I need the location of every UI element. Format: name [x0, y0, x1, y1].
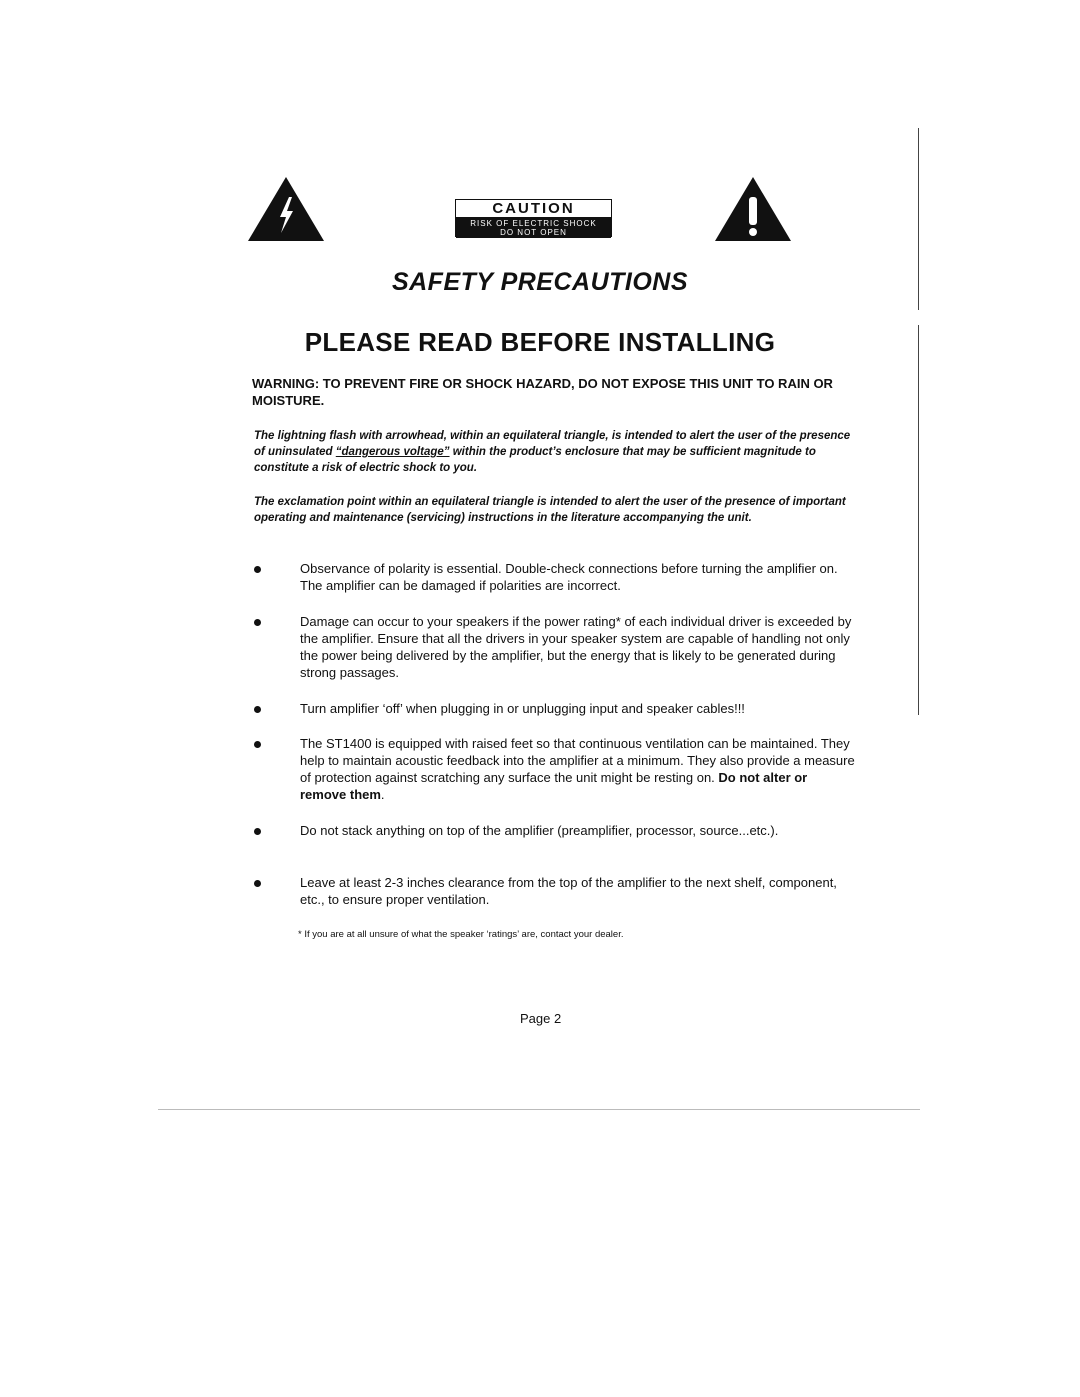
dangerous-voltage-term: “dangerous voltage”: [335, 446, 450, 458]
caution-line-2: DO NOT OPEN: [500, 228, 567, 237]
exclamation-warning-icon: [713, 175, 793, 243]
bullet-dot: [254, 828, 261, 835]
do-not-remove-text: Do not alter or remove them: [300, 770, 808, 802]
lightning-warning-icon: [246, 175, 326, 243]
caution-line-1: RISK OF ELECTRIC SHOCK: [470, 219, 597, 228]
power-off-note: Turn amplifier ‘off’ when plugging in or unplugging input and speaker cables!!!: [300, 701, 745, 716]
lightning-explanation: [254, 428, 854, 476]
moisture-warning: WARNING: TO PREVENT FIRE OR SHOCK HAZARD, DO NOT EXPOSE THIS UNIT TO RAIN OR MOISTURE.: [252, 376, 833, 408]
no-stacking-note: Do not stack anything on top of the amplifier (preamplifier, processor, source...etc.).: [300, 823, 779, 838]
scan-edge-line: [918, 128, 919, 310]
scan-edge-line: [918, 325, 919, 715]
bullet-dot: [254, 619, 261, 626]
caution-heading: CAUTION: [456, 200, 611, 218]
raised-feet-text: The ST1400 is equipped with raised feet so that continuous ventilation can be maintained. They help to maintain acoustic feedback into the amplifier at a minimum. They also provide a measure of protection against scratching any surface the unit might be resting on.: [300, 736, 855, 785]
raised-feet-end: .: [380, 787, 385, 802]
caution-subtext: [456, 218, 611, 238]
footnote: * If you are at all unsure of what the speaker ‘ratings’ are, contact your dealer.: [298, 929, 624, 940]
scan-bottom-line: [158, 1109, 920, 1110]
raised-feet-note: [300, 735, 855, 803]
bullet-dot: [254, 880, 261, 887]
speaker-damage-note: Damage can occur to your speakers if the power rating* of each individual driver is exceeded by the amplifier. Ensure that all the drivers in your speaker system are capable of handling not only the power being delivered by the amplifier, but the energy that is likely to be generated during strong passages.: [300, 614, 852, 680]
lightning-text-start: The lightning flash with arrowhead, within an equilateral triangle, is intended to alert the user of the presence of uninsulated: [254, 430, 851, 458]
safety-precautions-title: SAFETY PRECAUTIONS: [391, 268, 689, 296]
bullet-dot: [254, 741, 261, 748]
caution-label: [455, 199, 612, 237]
page-number: Page 2: [520, 1011, 562, 1026]
lightning-text-end: within the product’s enclosure that may be sufficient magnitude to constitute a risk of electric shock to you.: [254, 446, 816, 474]
bullet-dot: [254, 566, 261, 573]
exclamation-explanation: The exclamation point within an equilateral triangle is intended to alert the user of the presence of important operating and maintenance (servicing) instructions in the literature accompanying the unit.: [254, 496, 846, 524]
clearance-note: Leave at least 2-3 inches clearance from the top of the amplifier to the next shelf, component, etc., to ensure proper ventilation.: [300, 875, 837, 907]
bullet-dot: [254, 706, 261, 713]
please-read-title: PLEASE READ BEFORE INSTALLING: [304, 327, 776, 357]
polarity-note: Observance of polarity is essential. Double-check connections before turning the amplifier on. The amplifier can be damaged if polarities are incorrect.: [300, 561, 838, 593]
